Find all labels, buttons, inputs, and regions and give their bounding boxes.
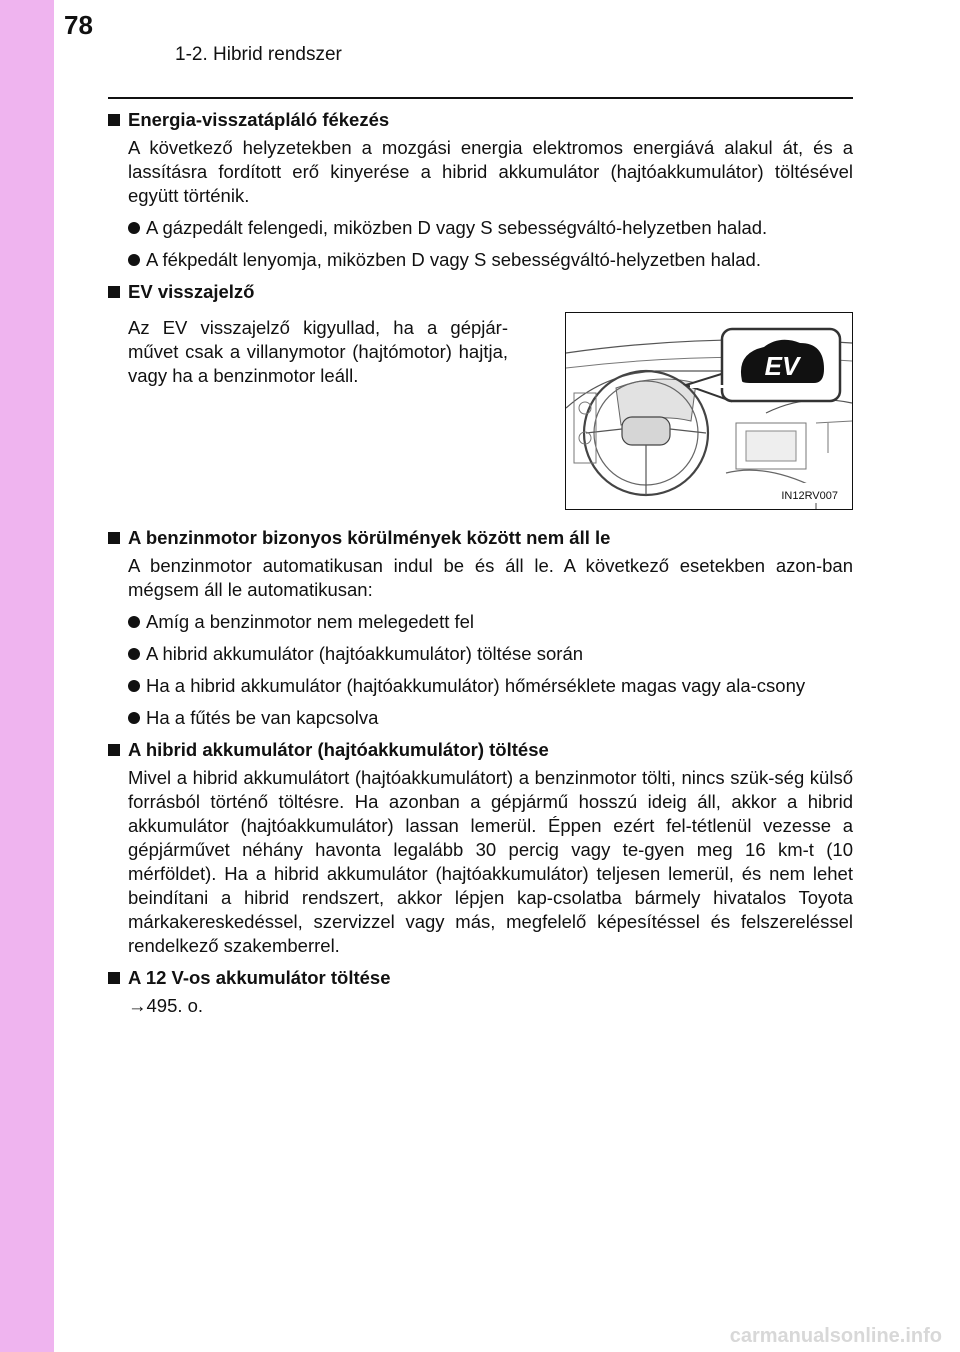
round-bullet-icon [128,648,140,660]
page-content [108,108,853,1018]
round-bullet-icon [128,616,140,628]
figure-code: IN12RV007 [781,490,838,502]
dashboard-drawing [566,313,852,509]
watermark: carmanualsonline.info [729,1325,942,1347]
ev-section [108,310,853,510]
ev-badge-text: EV [764,351,800,381]
list-item: A fékpedált lenyomja, miközben D vagy S sebességváltó-helyzetben halad. [108,248,853,272]
list-item: Ha a fűtés be van kapcsolva [108,706,853,730]
page-sidebar [0,0,54,1352]
list-item: A gázpedált felengedi, miközben D vagy S sebességváltó-helyzetben halad. [108,216,853,240]
round-bullet-icon [128,222,140,234]
round-bullet-icon [128,712,140,724]
square-bullet-icon [108,114,120,126]
list-item: A hibrid akkumulátor (hajtóakkumulátor) töltése során [108,642,853,666]
heading-hybrid-battery-charging: A hibrid akkumulátor (hajtóakkumulátor) töltése [108,738,853,762]
heading-12v-battery: A 12 V-os akkumulátor töltése [108,966,853,990]
dashboard-illustration [565,312,853,510]
page-reference-link[interactable]: →495. o. [128,995,204,1016]
square-bullet-icon [108,532,120,544]
round-bullet-icon [128,254,140,266]
list-item: Amíg a benzinmotor nem melegedett fel [108,610,853,634]
list-item: Ha a hibrid akkumulátor (hajtóakkumulátor) hőmérséklete magas vagy ala-csony [108,674,853,698]
heading-regenerative-braking: Energia-visszatápláló fékezés [108,108,853,132]
paragraph: A benzinmotor automatikusan indul be és áll le. A következő esetekben azon-ban mégsem áll le automatikusan: [128,555,853,600]
square-bullet-icon [108,744,120,756]
paragraph: Mivel a hibrid akkumulátort (hajtóakkumulátort) a benzinmotor tölti, nincs szük-ség külső forrásból történő töltésre. Ha azonban a gépjármű hosszú ideig áll, akkor a hibrid akkumulátor (hajtóakkumulátor) lassan lemerül. Éppen ezért fel-tétlenül vezesse a gépjárművet néhány havonta legalább 30 percig vagy te-gyen meg 16 km-t (10 mérföldet). Ha a hibrid akkumulátor (hajtóakkumulátor) teljesen lemerül, és nem lehet beindítani a hibrid rendszert, akkor lépjen kap-csolatba bármely hivatalos Toyota márkakereskedéssel, szervizzel vagy más, megfelelő képesítéssel és felszereléssel rendelkező szakemberrel. [128,767,853,956]
paragraph: A következő helyzetekben a mozgási energia elektromos energiává alakul át, és a lassításra fordított erő kinyerése a hibrid akkumulátor (hajtóakkumulátor) töltésével együtt történik. [128,137,853,206]
section-title: 1-2. Hibrid rendszer [175,44,342,65]
round-bullet-icon [128,680,140,692]
paragraph: Az EV visszajelző kigyullad, ha a gépjár-művet csak a villanymotor (hajtómotor) hajtja, vagy ha a benzinmotor leáll. [128,317,508,386]
heading-ev-indicator: EV visszajelző [108,280,853,304]
heading-engine-not-stop: A benzinmotor bizonyos körülmények között nem áll le [108,526,853,550]
square-bullet-icon [108,286,120,298]
page-number: 78 [64,10,93,40]
header-rule [108,97,853,99]
square-bullet-icon [108,972,120,984]
